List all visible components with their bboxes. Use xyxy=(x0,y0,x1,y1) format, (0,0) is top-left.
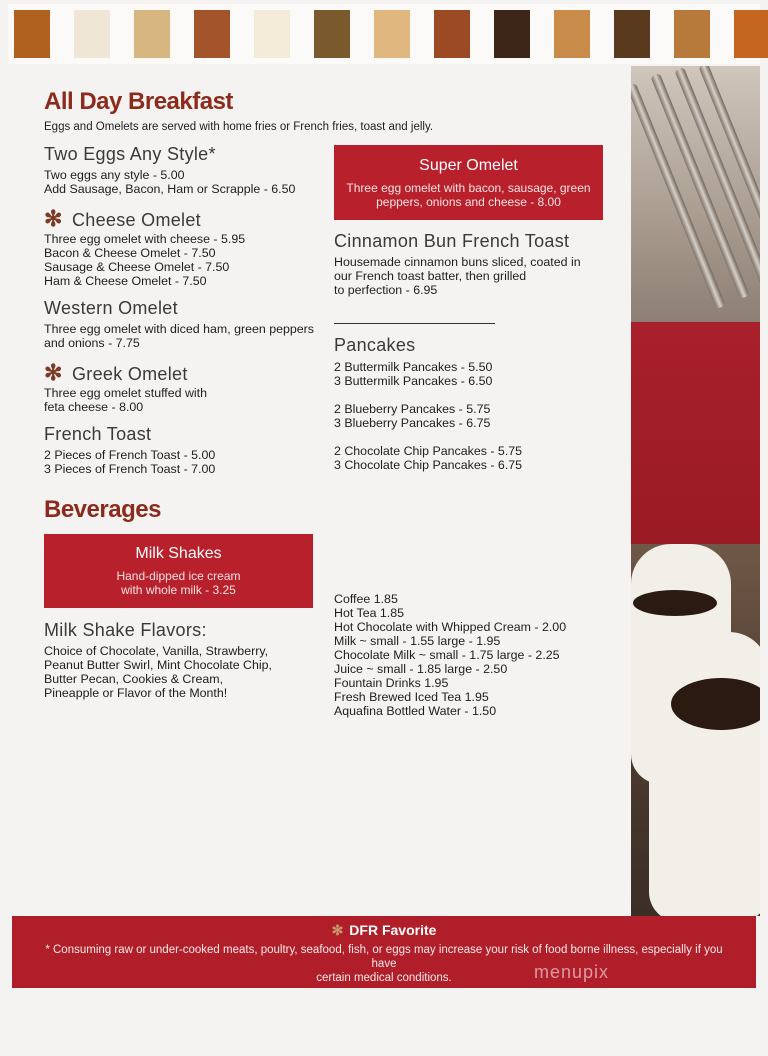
beverages-title: Beverages xyxy=(44,496,161,523)
drink-item: Chocolate Milk ~ small - 1.75 large - 2.25 xyxy=(334,648,560,662)
milk-shake-flavors-lines: Choice of Chocolate, Vanilla, Strawberry, Peanut Butter Swirl, Mint Chocolate Chip, Butter Pecan, Cookies & Cream, Pineapple or Flavor of the Month! xyxy=(44,644,272,700)
color-swatch xyxy=(494,10,530,58)
cinnamon-toast-title: Cinnamon Bun French Toast xyxy=(334,231,570,251)
drink-item: Milk ~ small - 1.55 large - 1.95 xyxy=(334,634,501,648)
breakfast-title: All Day Breakfast xyxy=(44,88,233,115)
drink-item: Coffee 1.85 xyxy=(334,592,398,606)
pancakes-title: Pancakes xyxy=(334,335,416,355)
item-cheese-omelet-lines: Three egg omelet with cheese - 5.95 Bacon & Cheese Omelet - 7.50 Sausage & Cheese Omelet - 7.50 Ham & Cheese Omelet - 7.50 xyxy=(44,232,246,288)
color-swatch xyxy=(314,10,350,58)
section-divider xyxy=(334,323,495,324)
color-swatch-strip xyxy=(8,4,760,64)
super-omelet-title: Super Omelet xyxy=(419,157,518,174)
drink-item: Hot Tea 1.85 xyxy=(334,606,405,620)
item-two-eggs-lines: Two eggs any style - 5.00 Add Sausage, Bacon, Ham or Scrapple - 6.50 xyxy=(44,168,296,196)
health-warning: * Consuming raw or under-cooked meats, poultry, seafood, fish, or eggs may increase your risk of food borne illness, especially if you have certain medical conditions. xyxy=(45,944,723,984)
red-panel xyxy=(631,322,760,544)
item-greek-omelet-title: ✻ Greek Omelet xyxy=(44,360,188,385)
breakfast-intro: Eggs and Omelets are served with home fries or French fries, toast and jelly. xyxy=(44,121,434,133)
color-swatch xyxy=(134,10,170,58)
pancakes-lines: 2 Buttermilk Pancakes - 5.50 3 Buttermilk Pancakes - 6.50 2 Blueberry Pancakes - 5.75 3 Blueberry Pancakes - 6.75 2 Chocolate Chip Pancakes - 5.75 3 Chocolate Chip Pancakes - 6.75 xyxy=(334,360,523,472)
color-swatch xyxy=(374,10,410,58)
favorite-asterisk-icon: ✻ xyxy=(44,360,63,385)
color-swatch xyxy=(614,10,650,58)
milk-shakes-desc: Hand-dipped ice cream with whole milk - 3.25 xyxy=(116,569,241,597)
item-two-eggs-title: Two Eggs Any Style* xyxy=(44,144,216,164)
color-swatch xyxy=(674,10,710,58)
drink-item: Fresh Brewed Iced Tea 1.95 xyxy=(334,690,489,704)
item-western-omelet-lines: Three egg omelet with diced ham, green peppers and onions - 7.75 xyxy=(44,322,314,350)
color-swatch xyxy=(194,10,230,58)
drink-item: Fountain Drinks 1.95 xyxy=(334,676,449,690)
color-swatch xyxy=(254,10,290,58)
item-french-toast-lines: 2 Pieces of French Toast - 5.00 3 Pieces of French Toast - 7.00 xyxy=(44,448,216,476)
drink-item: Juice ~ small - 1.85 large - 2.50 xyxy=(334,662,508,676)
drink-item: Aquafina Bottled Water - 1.50 xyxy=(334,704,497,718)
color-swatch xyxy=(74,10,110,58)
favorite-legend: ✻ DFR Favorite xyxy=(331,922,437,938)
drink-item: Hot Chocolate with Whipped Cream - 2.00 xyxy=(334,620,567,634)
item-french-toast-title: French Toast xyxy=(44,424,152,444)
super-omelet-desc: Three egg omelet with bacon, sausage, green peppers, onions and cheese - 8.00 xyxy=(346,181,591,209)
fork-photo xyxy=(631,66,760,322)
favorite-asterisk-icon: ✻ xyxy=(331,922,344,938)
color-swatch xyxy=(434,10,470,58)
color-swatch xyxy=(554,10,590,58)
milk-shake-flavors-title: Milk Shake Flavors: xyxy=(44,620,207,640)
milk-shakes-box xyxy=(44,534,313,608)
item-western-omelet-title: Western Omelet xyxy=(44,298,178,318)
menupix-watermark: menupix xyxy=(534,962,610,982)
item-cheese-omelet-title: ✻ Cheese Omelet xyxy=(44,206,201,231)
drinks-list xyxy=(334,592,566,718)
food-photo-column xyxy=(631,66,760,916)
coffee-cups-photo xyxy=(631,544,760,916)
color-swatch xyxy=(14,10,50,58)
super-omelet-box xyxy=(334,145,603,220)
cinnamon-toast-lines: Housemade cinnamon buns sliced, coated in our French toast batter, then grilled to perfection - 6.95 xyxy=(334,255,581,297)
favorite-asterisk-icon: ✻ xyxy=(44,206,63,231)
milk-shakes-title: Milk Shakes xyxy=(135,545,222,562)
item-greek-omelet-lines: Three egg omelet stuffed with feta cheese - 8.00 xyxy=(44,386,208,414)
color-swatch xyxy=(734,10,768,58)
footer-banner xyxy=(12,916,756,988)
